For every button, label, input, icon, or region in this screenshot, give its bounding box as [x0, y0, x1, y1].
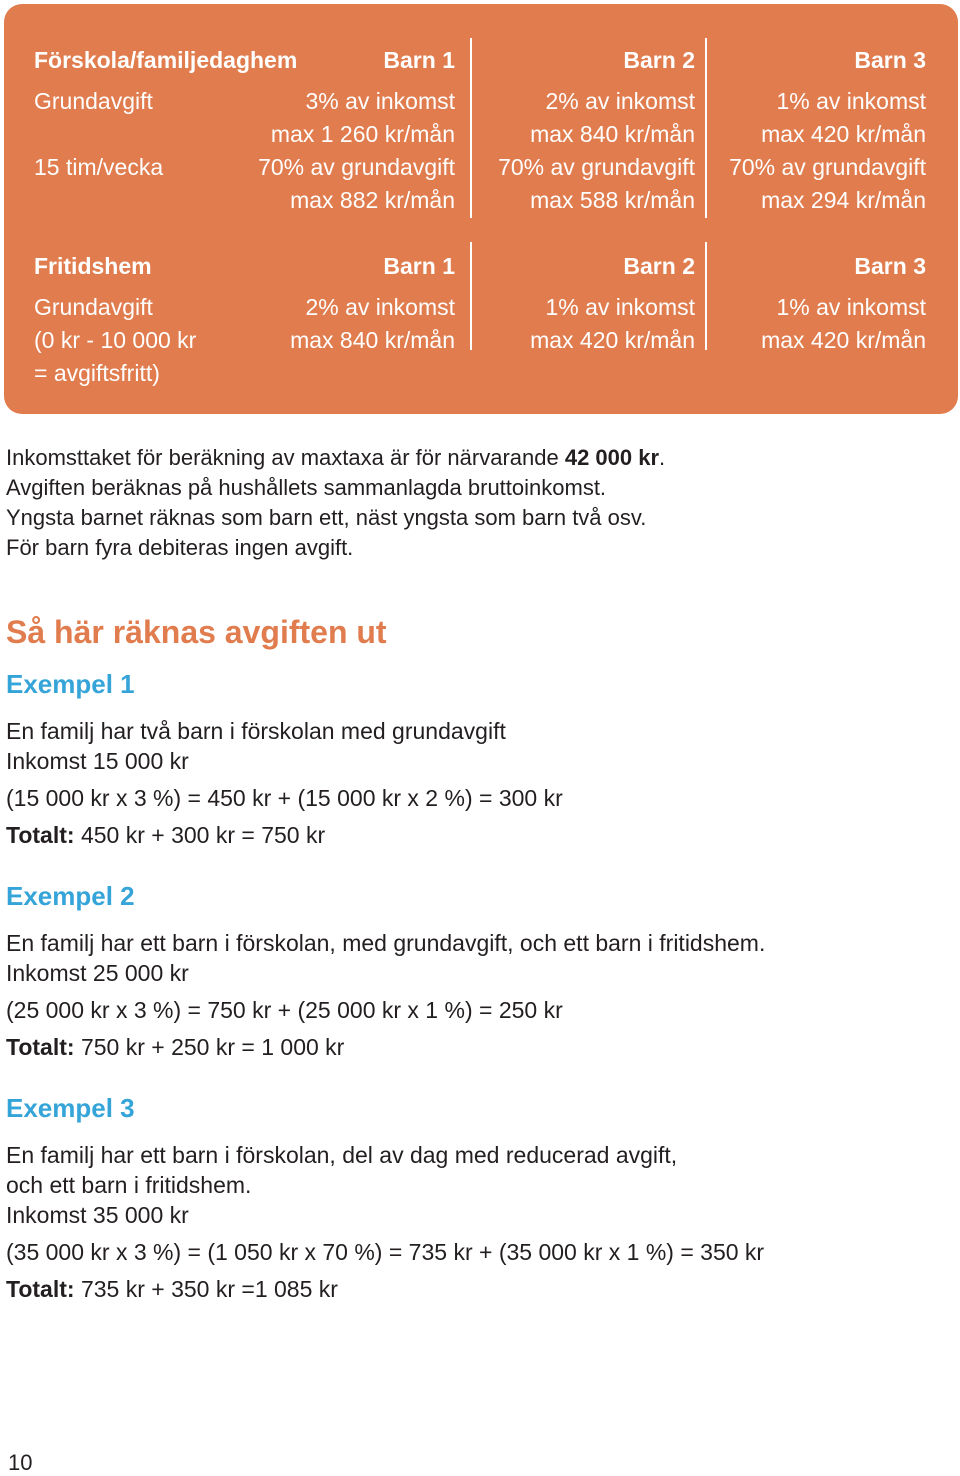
- fritidshem-row-label: = avgiftsfritt): [34, 360, 160, 386]
- fritidshem-header-barn1: Barn 1: [383, 253, 455, 279]
- total-value: 750 kr + 250 kr = 1 000 kr: [74, 1034, 345, 1060]
- fee-table-box: [4, 4, 958, 414]
- example-3-title: Exempel 3: [6, 1093, 135, 1123]
- fee-basis-note: Avgiften beräknas på hushållets sammanlagda bruttoinkomst.: [6, 475, 607, 500]
- forskola-header-barn2: Barn 2: [623, 47, 695, 73]
- example-1-calculation: (15 000 kr x 3 %) = 450 kr + (15 000 kr x 2 %) = 300 kr: [6, 785, 563, 811]
- forskola-header-label: Förskola/familjedaghem: [34, 47, 298, 73]
- forskola-header-barn1: Barn 1: [383, 47, 455, 73]
- example-2-income: Inkomst 25 000 kr: [6, 960, 189, 986]
- fritidshem-cell: 1% av inkomst: [545, 294, 695, 320]
- total-value: 735 kr + 350 kr =1 085 kr: [74, 1276, 338, 1302]
- example-1-total: [6, 820, 325, 850]
- total-label: Totalt:: [6, 822, 75, 848]
- example-1-income: Inkomst 15 000 kr: [6, 748, 189, 774]
- forskola-cell: 70% av grundavgift: [729, 154, 926, 180]
- fourth-child-note: För barn fyra debiteras ingen avgift.: [6, 535, 354, 560]
- fritidshem-header-barn3: Barn 3: [854, 253, 926, 279]
- example-3-total: [6, 1274, 338, 1304]
- income-cap-value: 42 000 kr: [564, 445, 660, 470]
- forskola-cell: max 420 kr/mån: [761, 121, 926, 147]
- fritidshem-row-label: (0 kr - 10 000 kr: [34, 327, 197, 353]
- forskola-cell: max 1 260 kr/mån: [270, 121, 455, 147]
- fritidshem-cell: max 420 kr/mån: [761, 327, 926, 353]
- forskola-cell: 3% av inkomst: [305, 88, 455, 114]
- section-heading: Så här räknas avgiften ut: [6, 614, 387, 650]
- income-cap-suffix: .: [659, 445, 666, 470]
- forskola-header-barn3: Barn 3: [854, 47, 926, 73]
- fritidshem-cell: max 840 kr/mån: [290, 327, 455, 353]
- income-cap-note: [6, 443, 665, 473]
- example-3-description-line2: och ett barn i fritidshem.: [6, 1172, 252, 1198]
- forskola-row-label: Grundavgift: [34, 88, 153, 114]
- example-3-income: Inkomst 35 000 kr: [6, 1202, 189, 1228]
- income-cap-prefix: Inkomsttaket för beräkning av maxtaxa är för närvarande: [6, 445, 565, 470]
- total-label: Totalt:: [6, 1034, 75, 1060]
- example-1-title: Exempel 1: [6, 669, 135, 699]
- fritidshem-header-barn2: Barn 2: [623, 253, 695, 279]
- example-2-calculation: (25 000 kr x 3 %) = 750 kr + (25 000 kr x 1 %) = 250 kr: [6, 997, 563, 1023]
- example-2-description: En familj har ett barn i förskolan, med grundavgift, och ett barn i fritidshem.: [6, 930, 766, 956]
- fritidshem-cell: 1% av inkomst: [776, 294, 926, 320]
- example-2-title: Exempel 2: [6, 881, 135, 911]
- forskola-cell: max 588 kr/mån: [530, 187, 695, 213]
- forskola-row-label: 15 tim/vecka: [34, 154, 164, 180]
- forskola-cell: max 840 kr/mån: [530, 121, 695, 147]
- total-value: 450 kr + 300 kr = 750 kr: [74, 822, 326, 848]
- page-number: 10: [8, 1450, 33, 1475]
- forskola-cell: max 294 kr/mån: [761, 187, 926, 213]
- forskola-cell: 1% av inkomst: [776, 88, 926, 114]
- example-2-total: [6, 1032, 344, 1062]
- child-order-note: Yngsta barnet räknas som barn ett, näst yngsta som barn två osv.: [6, 505, 647, 530]
- example-3-description-line1: En familj har ett barn i förskolan, del av dag med reducerad avgift,: [6, 1142, 678, 1168]
- fritidshem-cell: 2% av inkomst: [305, 294, 455, 320]
- forskola-cell: max 882 kr/mån: [290, 187, 455, 213]
- forskola-cell: 70% av grundavgift: [498, 154, 695, 180]
- example-1-description: En familj har två barn i förskolan med grundavgift: [6, 718, 506, 744]
- fritidshem-cell: max 420 kr/mån: [530, 327, 695, 353]
- forskola-cell: 70% av grundavgift: [258, 154, 455, 180]
- example-3-calculation: (35 000 kr x 3 %) = (1 050 kr x 70 %) = 735 kr + (35 000 kr x 1 %) = 350 kr: [6, 1239, 765, 1265]
- fritidshem-row-label: Grundavgift: [34, 294, 153, 320]
- total-label: Totalt:: [6, 1276, 75, 1302]
- forskola-cell: 2% av inkomst: [545, 88, 695, 114]
- fritidshem-header-label: Fritidshem: [34, 253, 152, 279]
